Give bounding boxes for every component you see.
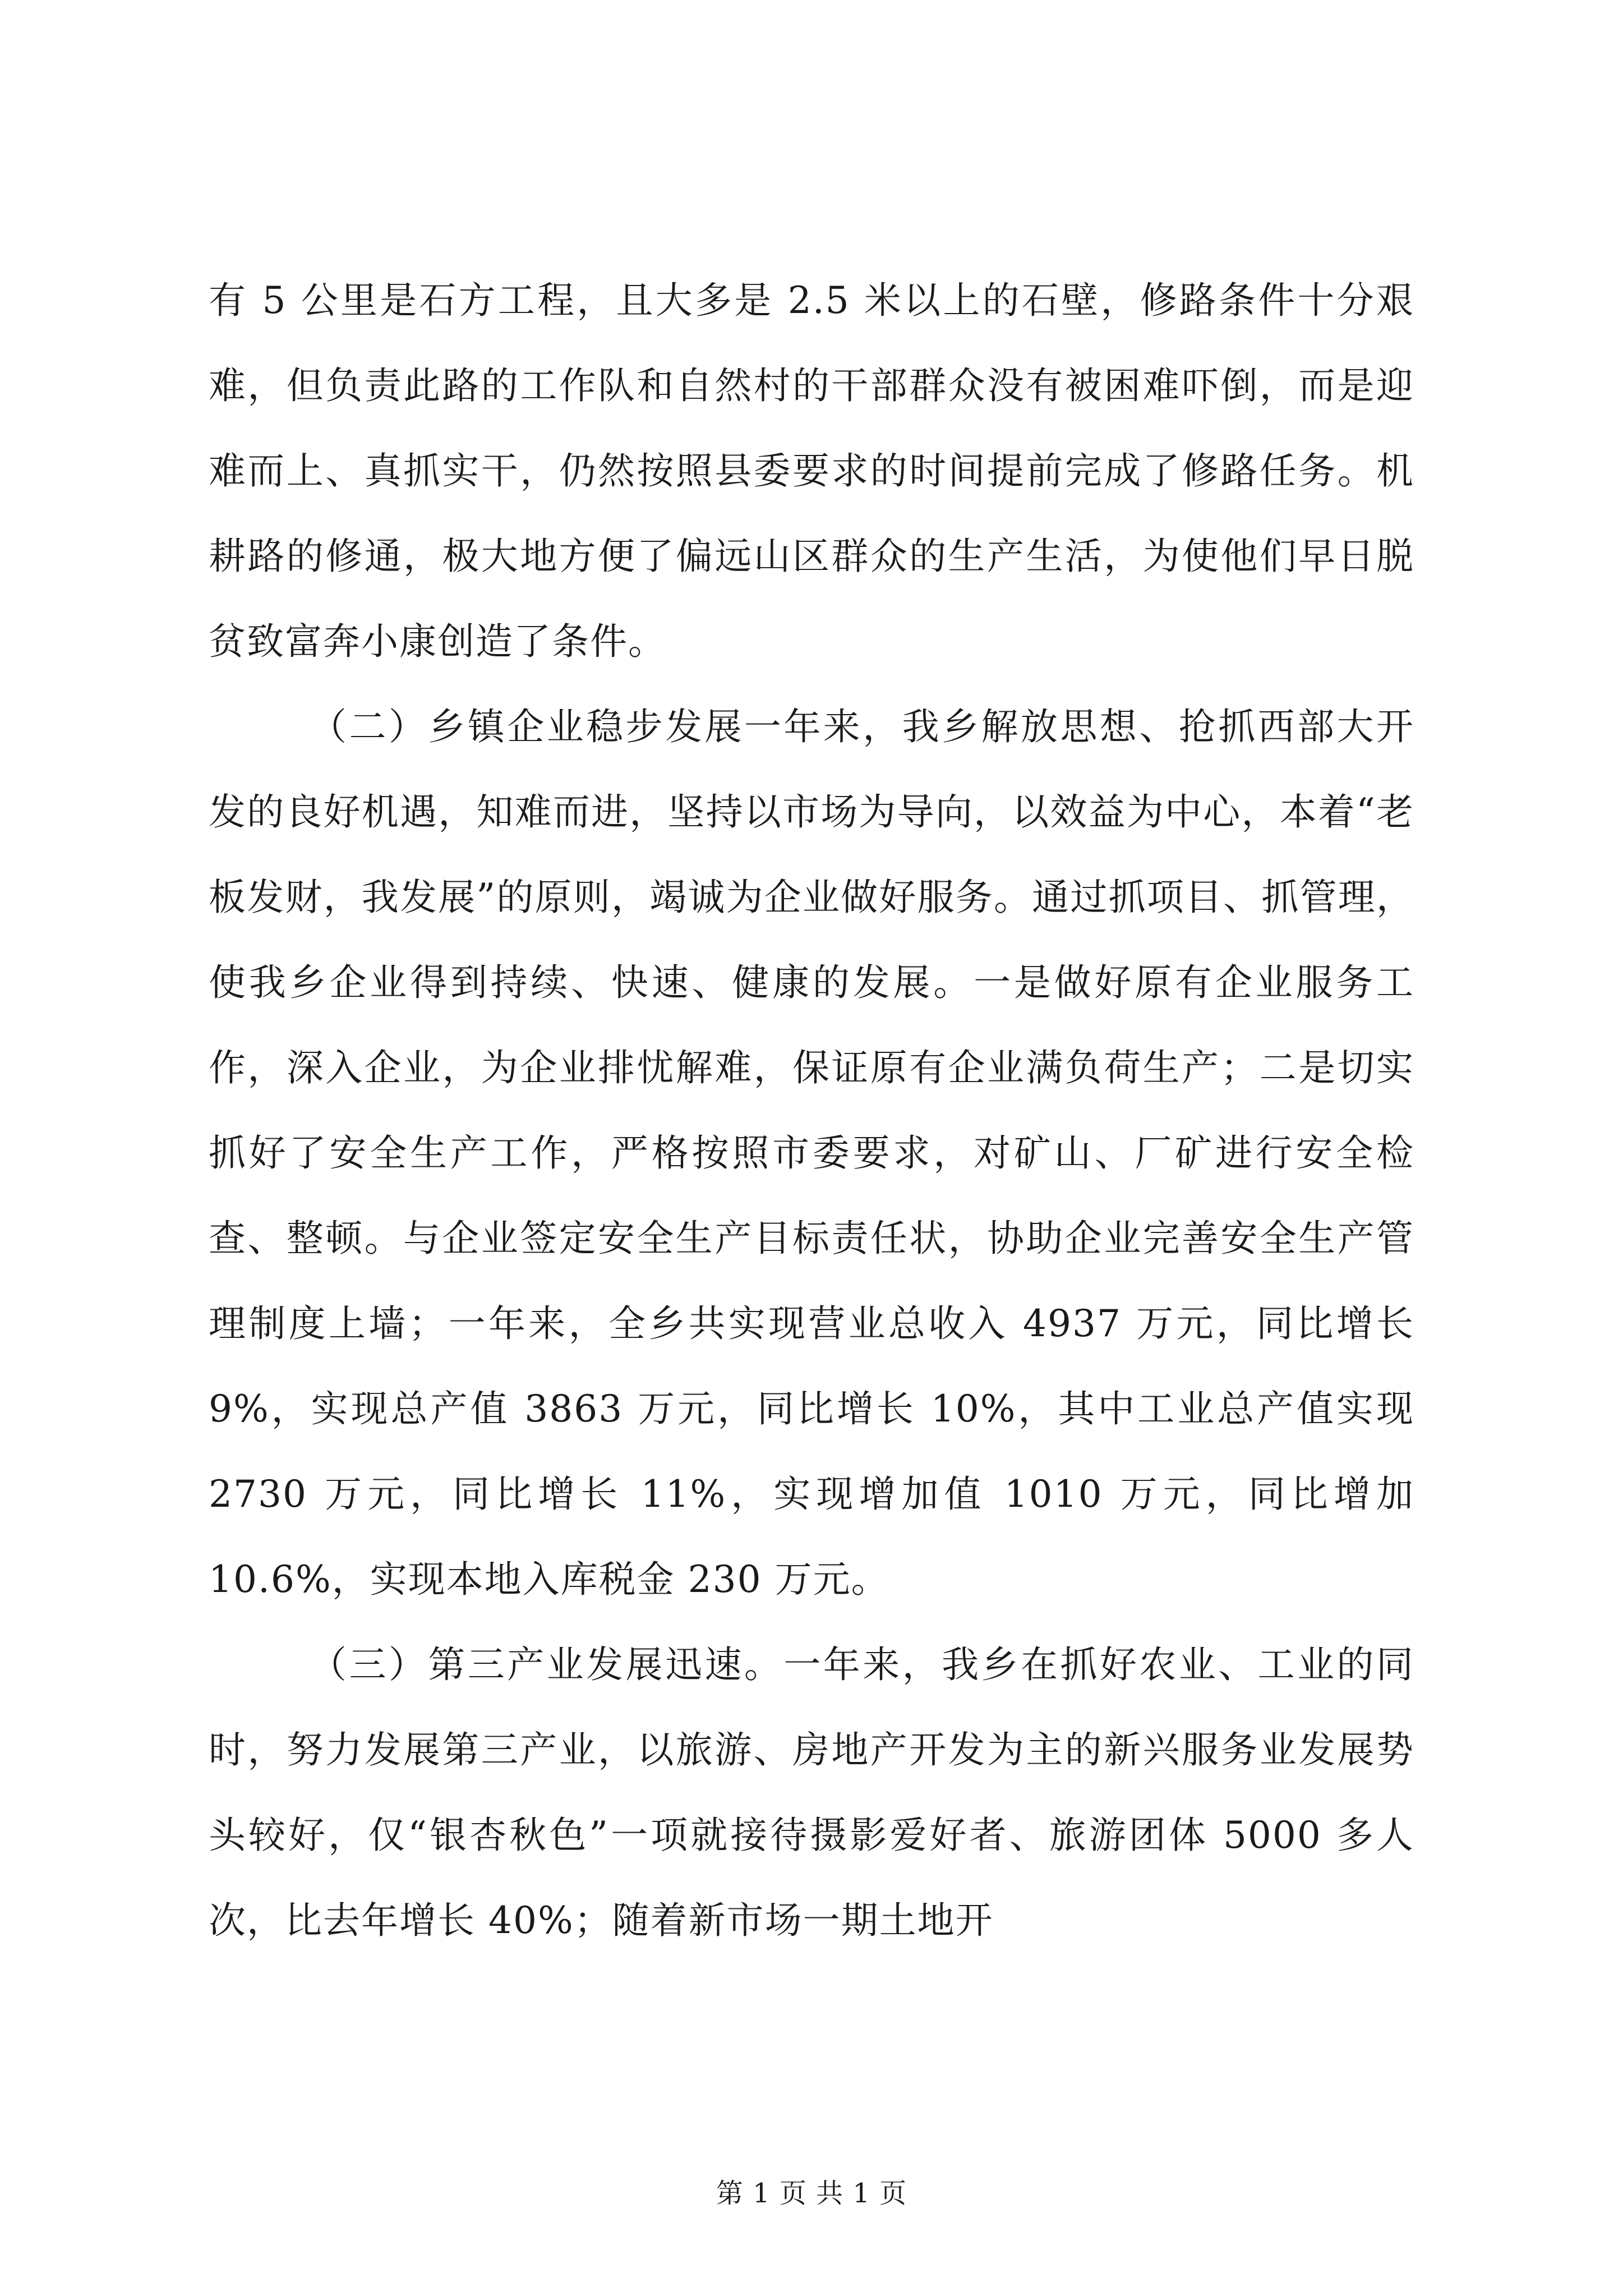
paragraph-3: （三）第三产业发展迅速。一年来，我乡在抓好农业、工业的同时，努力发展第三产业，以旅游、房地产开发为主的新兴服务业发展势头较好，仅“银杏秋色”一项就接待摄影爱好者、旅游团体 5000 多人次，比去年增长 40%；随着新市场一期土地开 [209,1643,1414,1942]
page-footer: 第 1 页 共 1 页 [716,2178,907,2209]
document-body [209,258,1414,1963]
paragraph-2: （二）乡镇企业稳步发展一年来，我乡解放思想、抢抓西部大开发的良好机遇，知难而进，坚持以市场为导向，以效益为中心，本着“老板发财，我发展”的原则，竭诚为企业做好服务。通过抓项目、抓管理，使我乡企业得到持续、快速、健康的发展。一是做好原有企业服务工作，深入企业，为企业排忧解难，保证原有企业满负荷生产；二是切实抓好了安全生产工作，严格按照市委要求，对矿山、厂矿进行安全检查、整顿。与企业签定安全生产目标责任状，协助企业完善安全生产管理制度上墙；一年来，全乡共实现营业总收入 4937 万元，同比增长 9%，实现总产值 3863 万元，同比增长 10%，其中工业总产值实现 2730 万元，同比增长 11%，实现增加值 1010 万元，同比增加 10.6%，实现本地入库税金 230 万元。 [209,705,1414,1601]
paragraph-1: 有 5 公里是石方工程，且大多是 2.5 米以上的石壁，修路条件十分艰难，但负责此路的工作队和自然村的干部群众没有被困难吓倒，而是迎难而上、真抓实干，仍然按照县委要求的时间提前完成了修路任务。机耕路的修通，极大地方便了偏远山区群众的生产生活，为使他们早日脱贫致富奔小康创造了条件。 [209,279,1414,663]
